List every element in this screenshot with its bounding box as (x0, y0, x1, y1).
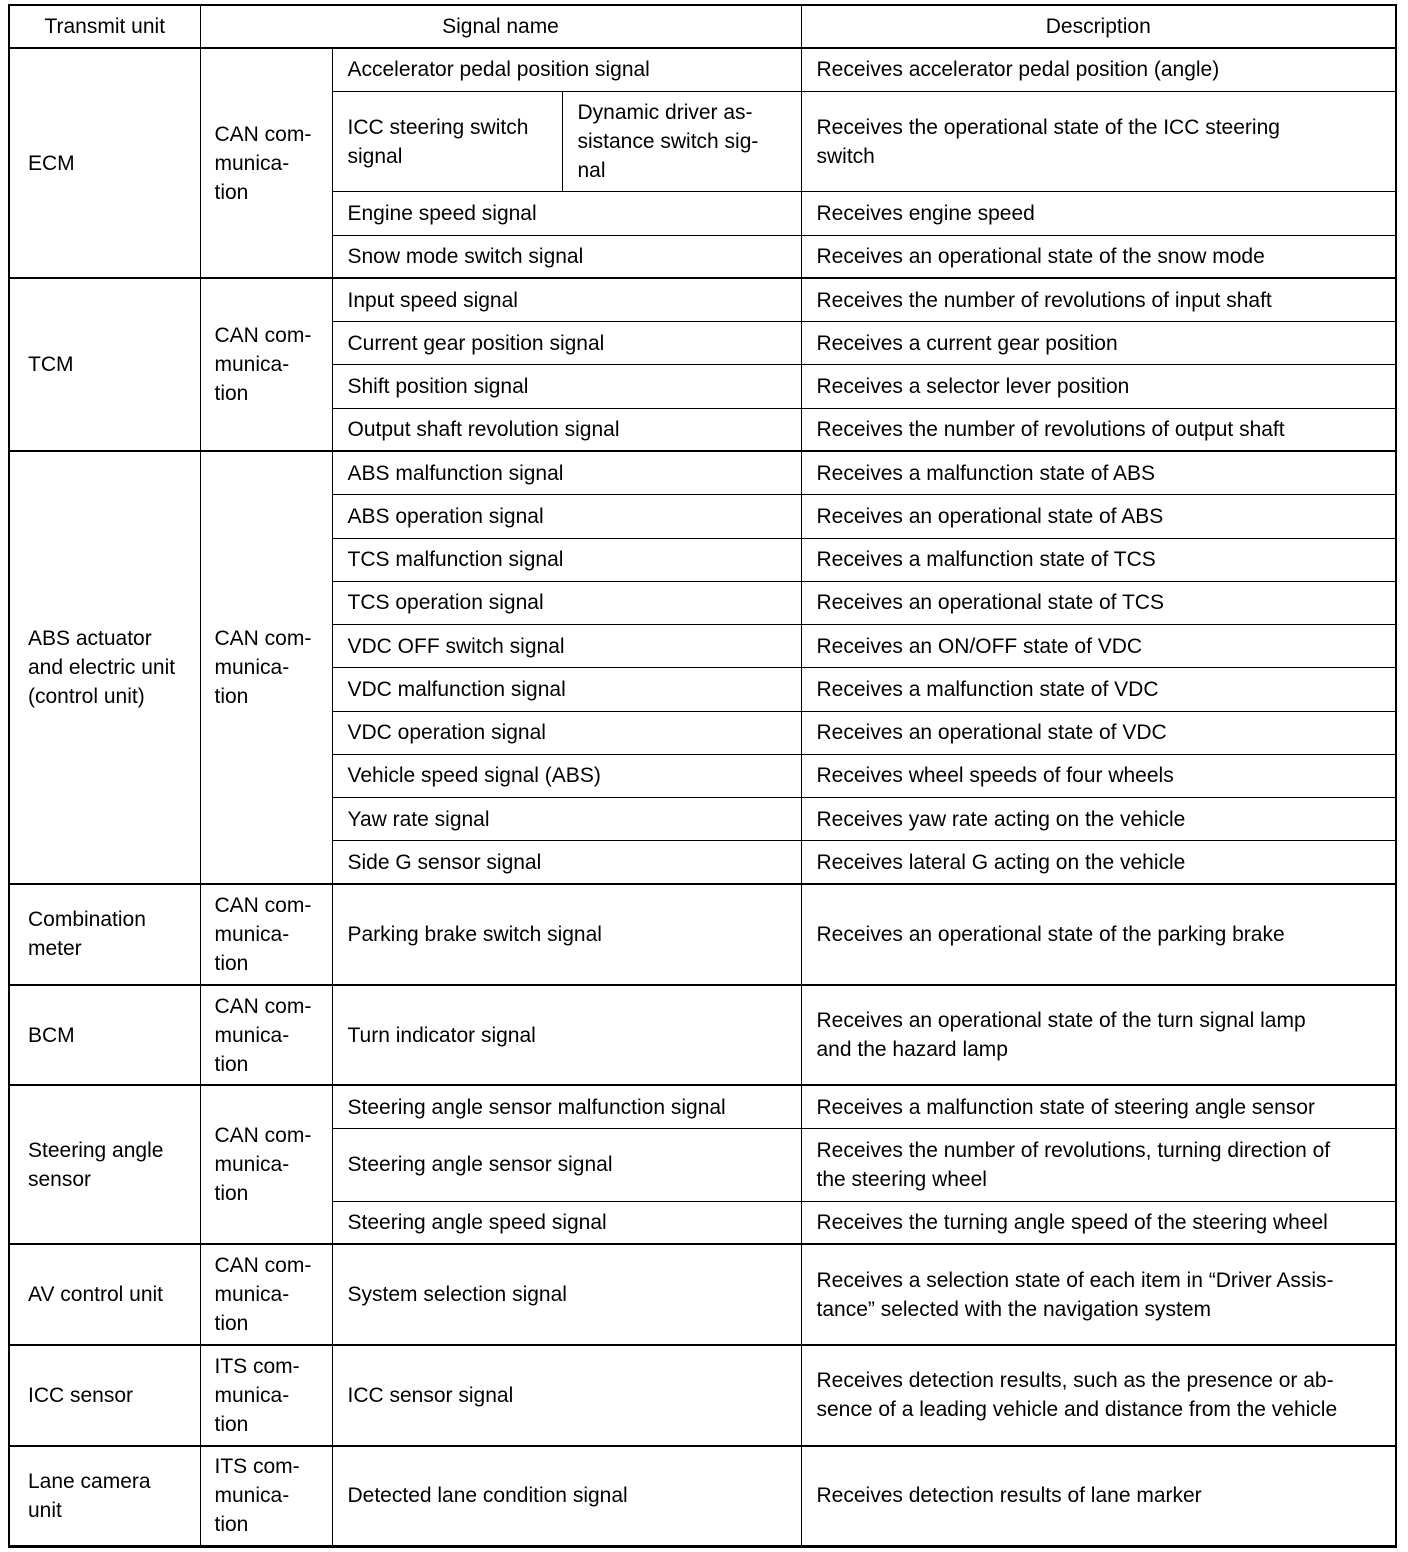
signal-name-cell: VDC malfunction signal (332, 668, 801, 711)
signal-name-cell: ICC sensor signal (332, 1345, 801, 1446)
description-cell: Receives the number of revolutions of output shaft (801, 408, 1396, 451)
transmit-unit-cell: ABS actuator and electric unit (control unit) (9, 451, 200, 884)
table-row (9, 48, 1396, 91)
table-row (9, 1446, 1396, 1547)
signal-name-cell: ICC steering switch signal (332, 91, 562, 192)
header-description: Description (801, 5, 1396, 48)
description-cell: Receives detection results, such as the presence or ab- sence of a leading vehicle and distance from the vehicle (801, 1345, 1396, 1446)
transmit-unit-cell: Steering angle sensor (9, 1085, 200, 1244)
signal-name-cell: ABS operation signal (332, 495, 801, 538)
signal-name-cell: Steering angle sensor malfunction signal (332, 1085, 801, 1128)
signal-name-cell: Turn indicator signal (332, 985, 801, 1086)
signal-name-cell: System selection signal (332, 1244, 801, 1345)
signal-name-cell: Current gear position signal (332, 322, 801, 365)
description-cell: Receives wheel speeds of four wheels (801, 754, 1396, 797)
description-cell: Receives an operational state of the snow mode (801, 235, 1396, 278)
transmit-unit-cell: Lane camera unit (9, 1446, 200, 1547)
signal-name-cell: ABS malfunction signal (332, 451, 801, 494)
signal-name-cell: Steering angle sensor signal (332, 1129, 801, 1201)
description-cell: Receives the operational state of the ICC steering switch (801, 91, 1396, 192)
signal-table (8, 4, 1397, 1548)
description-cell: Receives accelerator pedal position (angle) (801, 48, 1396, 91)
header-transmit-unit: Transmit unit (9, 5, 200, 48)
description-cell: Receives an operational state of ABS (801, 495, 1396, 538)
description-cell: Receives the number of revolutions of input shaft (801, 278, 1396, 321)
signal-name-cell: VDC operation signal (332, 711, 801, 754)
table-row (9, 1345, 1396, 1446)
communication-cell: CAN com- munica- tion (200, 48, 332, 278)
description-cell: Receives detection results of lane marker (801, 1446, 1396, 1547)
table-row (9, 1085, 1396, 1128)
description-cell: Receives a current gear position (801, 322, 1396, 365)
communication-cell: CAN com- munica- tion (200, 884, 332, 985)
signal-name-cell: Shift position signal (332, 365, 801, 408)
description-cell: Receives an operational state of the parking brake (801, 884, 1396, 985)
signal-name-cell: Input speed signal (332, 278, 801, 321)
signal-name-cell: VDC OFF switch signal (332, 625, 801, 668)
description-cell: Receives an operational state of the turn signal lamp and the hazard lamp (801, 985, 1396, 1086)
description-cell: Receives a malfunction state of TCS (801, 538, 1396, 581)
communication-cell: CAN com- munica- tion (200, 1085, 332, 1244)
description-cell: Receives yaw rate acting on the vehicle (801, 798, 1396, 841)
header-row (9, 5, 1396, 48)
description-cell: Receives an operational state of TCS (801, 581, 1396, 624)
signal-name-cell: Steering angle speed signal (332, 1201, 801, 1244)
description-cell: Receives the turning angle speed of the steering wheel (801, 1201, 1396, 1244)
communication-cell: CAN com- munica- tion (200, 278, 332, 451)
signal-name-cell: TCS malfunction signal (332, 538, 801, 581)
transmit-unit-cell: ICC sensor (9, 1345, 200, 1446)
signal-name-cell: Accelerator pedal position signal (332, 48, 801, 91)
signal-name-cell: Yaw rate signal (332, 798, 801, 841)
transmit-unit-cell: TCM (9, 278, 200, 451)
signal-name-cell: Snow mode switch signal (332, 235, 801, 278)
table-row (9, 278, 1396, 321)
description-cell: Receives the number of revolutions, turning direction of the steering wheel (801, 1129, 1396, 1201)
header-signal-name: Signal name (200, 5, 801, 48)
transmit-unit-cell: BCM (9, 985, 200, 1086)
signal-sub-name-cell: Dynamic driver as- sistance switch sig- nal (562, 91, 801, 192)
signal-name-cell: Engine speed signal (332, 192, 801, 235)
signal-name-cell: Parking brake switch signal (332, 884, 801, 985)
signal-name-cell: Output shaft revolution signal (332, 408, 801, 451)
table-row (9, 884, 1396, 985)
transmit-unit-cell: ECM (9, 48, 200, 278)
signal-name-cell: TCS operation signal (332, 581, 801, 624)
signal-name-cell: Side G sensor signal (332, 841, 801, 884)
transmit-unit-cell: Combination meter (9, 884, 200, 985)
description-cell: Receives a malfunction state of VDC (801, 668, 1396, 711)
description-cell: Receives a selection state of each item in “Driver Assis- tance” selected with the navigation system (801, 1244, 1396, 1345)
transmit-unit-cell: AV control unit (9, 1244, 200, 1345)
description-cell: Receives an operational state of VDC (801, 711, 1396, 754)
description-cell: Receives an ON/OFF state of VDC (801, 625, 1396, 668)
communication-cell: CAN com- munica- tion (200, 1244, 332, 1345)
signal-name-cell: Detected lane condition signal (332, 1446, 801, 1547)
table-row (9, 985, 1396, 1086)
description-cell: Receives a selector lever position (801, 365, 1396, 408)
signal-name-cell: Vehicle speed signal (ABS) (332, 754, 801, 797)
table-row (9, 1244, 1396, 1345)
description-cell: Receives lateral G acting on the vehicle (801, 841, 1396, 884)
description-cell: Receives a malfunction state of ABS (801, 451, 1396, 494)
communication-cell: CAN com- munica- tion (200, 985, 332, 1086)
communication-cell: CAN com- munica- tion (200, 451, 332, 884)
description-cell: Receives a malfunction state of steering angle sensor (801, 1085, 1396, 1128)
communication-cell: ITS com- munica- tion (200, 1446, 332, 1547)
communication-cell: ITS com- munica- tion (200, 1345, 332, 1446)
description-cell: Receives engine speed (801, 192, 1396, 235)
table-row (9, 451, 1396, 494)
